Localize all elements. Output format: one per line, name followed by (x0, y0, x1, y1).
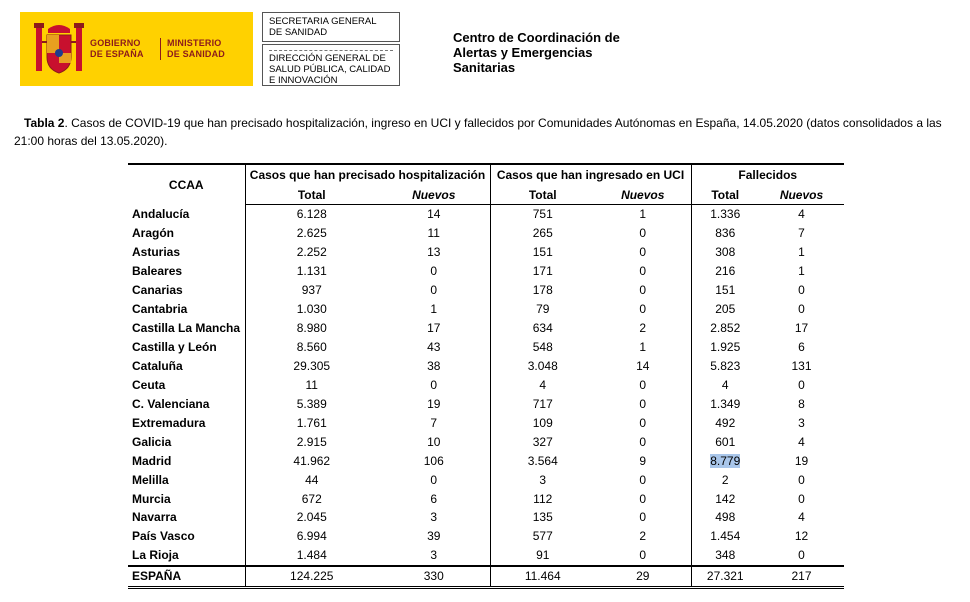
hosp-nuevos-cell: 11 (378, 224, 490, 243)
fall-total-cell: 1.454 (710, 529, 741, 544)
uci-nuevos-cell: 0 (595, 224, 691, 243)
fall-nuevos-cell: 0 (798, 472, 805, 487)
fall-total-cell: 5.823 (710, 358, 741, 373)
hosp-nuevos-cell: 10 (378, 432, 490, 451)
table-row (128, 338, 844, 357)
coat-of-arms-icon (34, 19, 84, 79)
fall-nuevos-cell: 4 (798, 207, 805, 222)
fall-total-cell: 2.852 (710, 321, 741, 336)
hosp-nuevos-cell: 14 (378, 205, 490, 224)
uci-nuevos-cell: 2 (595, 527, 691, 546)
fall-nuevos-cell: 131 (791, 358, 812, 373)
row-name: Asturias (128, 243, 245, 262)
hosp-total-cell: 8.980 (296, 321, 327, 336)
fall-nuevos-cell: 4 (798, 434, 805, 449)
uci-total-cell: 717 (532, 396, 553, 411)
row-name: Murcia (128, 489, 245, 508)
table-row (128, 205, 844, 224)
direccion-line2: SALUD PÚBLICA, CALIDAD (269, 64, 391, 75)
fall-total-cell: 216 (715, 264, 736, 279)
uci-group-header: Casos que han ingresado en UCI (490, 164, 691, 185)
row-name: Aragón (128, 224, 245, 243)
table-row (128, 300, 844, 319)
table-row (128, 281, 844, 300)
fall-nuevos-cell: 0 (798, 302, 805, 317)
fall-nuevos-cell: 0 (798, 377, 805, 392)
hosp-total-cell: 2.915 (296, 434, 327, 449)
hosp-total-cell: 44 (305, 472, 319, 487)
uci-nuevos-cell: 0 (595, 432, 691, 451)
fall-total-cell: 498 (715, 510, 736, 525)
row-name: Cantabria (128, 300, 245, 319)
hosp-total-cell: 29.305 (293, 358, 331, 373)
uci-total-cell: 3 (539, 472, 547, 487)
row-name: Andalucía (128, 205, 245, 224)
direccion-box (262, 44, 400, 86)
table-row (128, 243, 844, 262)
hosp-nuevos-header: Nuevos (378, 185, 490, 205)
uci-nuevos-cell: 0 (595, 470, 691, 489)
hosp-total-cell: 11 (305, 377, 318, 392)
hosp-nuevos-cell: 3 (378, 546, 490, 566)
uci-nuevos-cell: 1 (595, 338, 691, 357)
fall-nuevos-cell: 217 (759, 566, 844, 587)
table-row (128, 262, 844, 281)
hosp-total-cell: 1.761 (296, 415, 327, 430)
hosp-total-cell: 672 (301, 491, 322, 506)
hosp-nuevos-cell: 43 (378, 338, 490, 357)
hosp-total-cell: 937 (301, 283, 322, 298)
uci-nuevos-cell: 1 (595, 205, 691, 224)
row-name: Madrid (128, 451, 245, 470)
uci-nuevos-cell: 0 (595, 413, 691, 432)
hosp-nuevos-cell: 0 (378, 262, 490, 281)
row-name: Navarra (128, 508, 245, 527)
uci-total-cell: 577 (532, 529, 553, 544)
fall-nuevos-cell: 1 (798, 245, 805, 260)
caption-label: Tabla 2 (24, 116, 65, 130)
hosp-total-cell: 2.625 (296, 226, 327, 241)
secretaria-box (262, 12, 400, 42)
table-row (128, 224, 844, 243)
uci-total-cell: 91 (536, 548, 550, 563)
uci-total-cell: 79 (536, 302, 550, 317)
fall-nuevos-cell: 12 (794, 529, 809, 544)
fall-total-cell: 836 (715, 226, 736, 241)
table-row (128, 319, 844, 338)
uci-total-cell: 171 (532, 264, 553, 279)
fall-nuevos-cell: 17 (794, 321, 809, 336)
uci-nuevos-cell: 2 (595, 319, 691, 338)
fall-nuevos-cell: 7 (798, 226, 805, 241)
secretaria-line2: DE SANIDAD (269, 27, 328, 38)
uci-total-cell: 178 (532, 283, 553, 298)
hosp-nuevos-cell: 106 (378, 451, 490, 470)
fall-total-header: Total (691, 185, 759, 205)
hosp-nuevos-cell: 38 (378, 357, 490, 376)
uci-nuevos-cell: 0 (595, 508, 691, 527)
direccion-line1: DIRECCIÓN GENERAL DE (269, 53, 386, 64)
uci-total-cell: 11.464 (490, 566, 595, 587)
row-name: Castilla y León (128, 338, 245, 357)
hosp-nuevos-cell: 6 (378, 489, 490, 508)
hosp-total-cell: 1.030 (296, 302, 327, 317)
uci-total-cell: 112 (533, 491, 553, 506)
hosp-total-header: Total (245, 185, 378, 205)
hosp-nuevos-cell: 7 (378, 413, 490, 432)
hosp-nuevos-cell: 19 (378, 394, 490, 413)
hosp-total-cell: 8.560 (296, 340, 327, 355)
uci-total-cell: 327 (532, 434, 553, 449)
ministerio-label: MINISTERIO DE SANIDAD (160, 38, 233, 60)
hosp-nuevos-cell: 3 (378, 508, 490, 527)
fall-nuevos-cell: 19 (794, 453, 809, 468)
fall-nuevos-cell: 8 (798, 396, 805, 411)
uci-total-cell: 3.048 (527, 358, 558, 373)
row-name: Galicia (128, 432, 245, 451)
secretaria-line1: SECRETARIA GENERAL (269, 16, 377, 27)
row-name: La Rioja (128, 546, 245, 566)
uci-nuevos-cell: 0 (595, 489, 691, 508)
fall-nuevos-cell: 0 (798, 283, 805, 298)
hosp-total-cell: 2.045 (296, 510, 327, 525)
caption-text: . Casos de COVID-19 que han precisado hospitalización, ingreso en UCI y fallecidos por Comunidades Autónomas en España, 14.05.2020 (datos consolidados a las 21:00 horas del 13.05.2020). (14, 116, 942, 148)
hosp-nuevos-cell: 0 (378, 470, 490, 489)
uci-total-cell: 151 (532, 245, 553, 260)
table-row (128, 451, 844, 470)
centro-title: Centro de Coordinación de Alertas y Emergencias Sanitarias (453, 30, 620, 75)
uci-total-cell: 135 (532, 510, 553, 525)
fall-nuevos-cell: 4 (798, 510, 805, 525)
uci-total-cell: 4 (539, 377, 547, 392)
hosp-total-cell: 41.962 (293, 453, 331, 468)
fall-total-cell: 492 (715, 415, 736, 430)
direccion-line3: E INNOVACIÓN (269, 75, 338, 86)
hosp-nuevos-cell: 39 (378, 527, 490, 546)
hosp-nuevos-cell: 1 (378, 300, 490, 319)
table-caption (14, 114, 964, 150)
uci-nuevos-cell: 0 (595, 546, 691, 566)
table-row (128, 375, 844, 394)
uci-nuevos-cell: 0 (595, 281, 691, 300)
hosp-nuevos-cell: 17 (378, 319, 490, 338)
table-row (128, 394, 844, 413)
uci-total-cell: 751 (532, 207, 553, 222)
fall-total-cell: 205 (715, 302, 736, 317)
uci-total-cell: 634 (532, 321, 553, 336)
hosp-total-cell: 1.484 (296, 548, 327, 563)
ccaa-table (128, 163, 844, 589)
row-name: País Vasco (128, 527, 245, 546)
table-row (128, 508, 844, 527)
fall-total-cell: 4 (721, 377, 729, 392)
fall-nuevos-header: Nuevos (759, 185, 844, 205)
fall-nuevos-cell: 0 (798, 548, 805, 563)
hosp-total-cell: 6.128 (296, 207, 327, 222)
ccaa-header: CCAA (128, 164, 245, 205)
uci-total-cell: 548 (532, 340, 553, 355)
row-name: Baleares (128, 262, 245, 281)
uci-nuevos-cell: 0 (595, 300, 691, 319)
row-name: Extremadura (128, 413, 245, 432)
row-name: Castilla La Mancha (128, 319, 245, 338)
total-row-name: ESPAÑA (128, 566, 245, 587)
table-body (128, 205, 844, 588)
table-row (128, 432, 844, 451)
fall-nuevos-cell: 6 (798, 340, 805, 355)
table-row (128, 527, 844, 546)
fall-total-cell: 1.336 (710, 207, 741, 222)
fall-total-cell: 142 (715, 491, 736, 506)
uci-nuevos-cell: 0 (595, 375, 691, 394)
table-row (128, 489, 844, 508)
uci-nuevos-cell: 0 (595, 394, 691, 413)
fall-total-cell: 1.349 (710, 396, 741, 411)
government-logo (20, 12, 253, 86)
row-name: Ceuta (128, 375, 245, 394)
table-row (128, 357, 844, 376)
hosp-total-cell: 2.252 (296, 245, 327, 260)
fall-nuevos-cell: 1 (798, 264, 805, 279)
row-name: Canarias (128, 281, 245, 300)
fall-nuevos-cell: 3 (798, 415, 805, 430)
table-row (128, 546, 844, 566)
row-name: Cataluña (128, 357, 245, 376)
hosp-group-header: Casos que han precisado hospitalización (245, 164, 490, 185)
fall-total-cell: 151 (715, 283, 736, 298)
row-name: C. Valenciana (128, 394, 245, 413)
gobierno-label: GOBIERNO DE ESPAÑA (90, 38, 144, 59)
total-row (128, 566, 844, 587)
uci-total-cell: 109 (532, 415, 553, 430)
hosp-total-cell: 6.994 (296, 529, 327, 544)
fall-group-header: Fallecidos (691, 164, 844, 185)
uci-nuevos-cell: 0 (595, 243, 691, 262)
uci-nuevos-cell: 29 (595, 566, 691, 587)
fall-total-cell: 1.925 (710, 340, 741, 355)
fall-nuevos-cell: 0 (798, 491, 805, 506)
hosp-nuevos-cell: 0 (378, 281, 490, 300)
table-row (128, 413, 844, 432)
fall-total-cell: 308 (715, 245, 736, 260)
hosp-nuevos-cell: 0 (378, 375, 490, 394)
uci-nuevos-cell: 0 (595, 262, 691, 281)
hosp-total-cell: 1.131 (296, 264, 327, 279)
uci-nuevos-cell: 14 (595, 357, 691, 376)
fall-total-cell (691, 451, 759, 470)
hosp-nuevos-cell: 330 (378, 566, 490, 587)
hosp-nuevos-cell: 13 (378, 243, 490, 262)
uci-nuevos-header: Nuevos (595, 185, 691, 205)
row-name: Melilla (128, 470, 245, 489)
table-row (128, 470, 844, 489)
uci-total-cell: 3.564 (527, 453, 558, 468)
fall-total-cell: 27.321 (691, 566, 759, 587)
fall-total-cell: 348 (715, 548, 736, 563)
uci-nuevos-cell: 9 (595, 451, 691, 470)
hosp-total-cell: 5.389 (296, 396, 327, 411)
selected-text[interactable]: 8.779 (710, 453, 741, 468)
uci-total-cell: 265 (532, 226, 553, 241)
uci-total-header: Total (490, 185, 595, 205)
fall-total-cell: 601 (715, 434, 736, 449)
hosp-total-cell: 124.225 (245, 566, 378, 587)
fall-total-cell: 2 (721, 472, 729, 487)
